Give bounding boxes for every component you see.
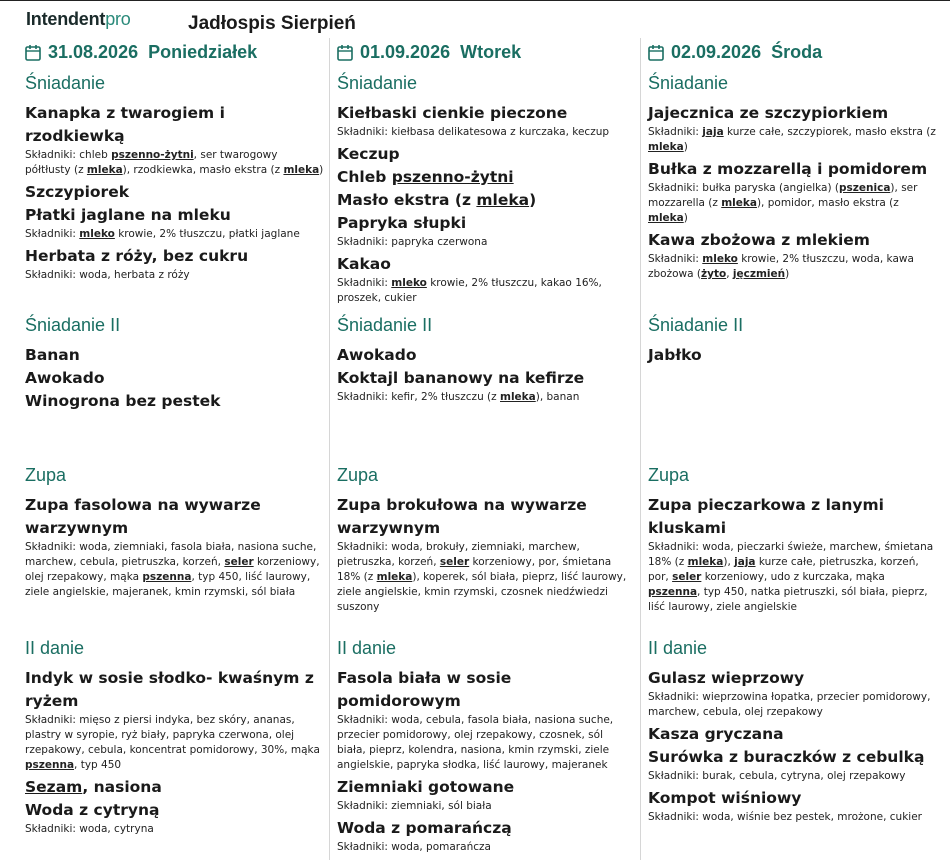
dish-name: Fasola biała w sosie pomidorowym [337, 669, 512, 710]
brand-logo [26, 9, 131, 30]
dish-name: Kawa zbożowa z mlekiem [648, 231, 870, 249]
dish-ingredients: Składniki: papryka czerwona [337, 236, 488, 248]
dish-ingredients: Składniki: chleb pszenno-żytni, ser twarogowy półtłusty (z mleka), rzodkiewka, masło ekstra (z mleka) [25, 149, 324, 176]
dish-name: Indyk w sosie słodko- kwaśnym z ryżem [25, 669, 314, 710]
dish-name: Woda z pomarańczą [337, 819, 512, 837]
dish-name: Banan [25, 346, 80, 364]
meal-title: Zupa [25, 465, 67, 485]
dish-name: Zupa brokułowa na wywarze warzywnym [337, 496, 587, 537]
dish-ingredients: Składniki: woda, cebula, fasola biała, nasiona suche, przecier pomidorowy, olej rzepakowy, czosnek, sól biała, pieprz, kolendra, nasiona, kmin rzymski, ziele angielskie, papryka słodka, liść laurowy, majeranek [337, 714, 614, 771]
dish-name: Woda z cytryną [25, 801, 160, 819]
meal-section [337, 312, 633, 408]
dish-name: Gulasz wieprzowy [648, 669, 805, 687]
meal-title: II danie [337, 638, 397, 658]
day-weekday: Wtorek [460, 41, 522, 62]
calendar-icon [648, 44, 664, 61]
dish-ingredients: Składniki: woda, wiśnie bez pestek, mrożone, cukier [648, 811, 922, 823]
day-weekday: Środa [771, 41, 823, 62]
dish-ingredients: Składniki: kefir, 2% tłuszczu (z mleka), banan [337, 391, 580, 403]
meal-title: Śniadanie [648, 73, 729, 93]
dish-ingredients: Składniki: woda, ziemniaki, fasola biała, nasiona suche, marchew, cebula, pietruszka, korzeń, seler korzeniowy, olej rzepakowy, mąka pszenna, typ 450, liść laurowy, ziele angielskie, majeranek, kmin rzymski, sól biała [25, 541, 320, 598]
meal-section [25, 635, 325, 840]
dish-name: Awokado [337, 346, 417, 364]
dish-ingredients: Składniki: mleko krowie, 2% tłuszczu, woda, kawa zbożowa (żyto, jęczmień) [648, 253, 914, 280]
calendar-icon [337, 44, 353, 61]
dish-ingredients: Składniki: woda, herbata z róży [25, 269, 190, 281]
dish-ingredients: Składniki: kiełbasa delikatesowa z kurczaka, keczup [337, 126, 610, 138]
dish-name: Jabłko [648, 346, 702, 364]
day-date: 31.08.2026 [48, 41, 139, 62]
dish-ingredients: Składniki: woda, pomarańcza [337, 841, 491, 853]
dish-name: Ziemniaki gotowane [337, 778, 515, 796]
meal-title: II danie [25, 638, 85, 658]
meal-section [337, 70, 633, 309]
dish-name: Kasza gryczana [648, 725, 784, 743]
dish-name: Kiełbaski cienkie pieczone [337, 104, 568, 122]
meal-section [25, 312, 325, 413]
day-date: 01.09.2026 [360, 41, 451, 62]
dish-name: Surówka z buraczków z cebulką [648, 748, 925, 766]
dish-name: Jajecznica ze szczypiorkiem [648, 104, 889, 122]
logo-main: Intendent [26, 9, 106, 29]
meal-section [648, 635, 940, 828]
dish-ingredients: Składniki: woda, brokuły, ziemniaki, marchew, pietruszka, korzeń, seler korzeniowy, por, śmietana 18% (z mleka), koperek, sól biała, pieprz, liść laurowy, ziele angielskie, kmin rzymski, czosnek niedźwiedzi suszony [337, 541, 627, 613]
dish-ingredients: Składniki: wieprzowina łopatka, przecier pomidorowy, marchew, cebula, olej rzepakowy [648, 691, 931, 718]
dish-name: Chleb pszenno-żytni [337, 168, 514, 186]
dish-ingredients: Składniki: ziemniaki, sól biała [337, 800, 492, 812]
meal-section [25, 70, 325, 286]
column-divider [640, 38, 641, 860]
dish-name: Płatki jaglane na mleku [25, 206, 231, 224]
day-header [648, 38, 940, 66]
top-border [0, 0, 950, 1]
meal-title: Zupa [337, 465, 379, 485]
dish-name: Masło ekstra (z mleka) [337, 191, 537, 209]
dish-name: Papryka słupki [337, 214, 467, 232]
dish-name: Herbata z róży, bez cukru [25, 247, 249, 265]
meal-section [648, 312, 940, 367]
meal-section [25, 462, 325, 603]
dish-name: Keczup [337, 145, 400, 163]
logo-accent: pro [105, 9, 131, 29]
dish-name: Bułka z mozzarellą i pomidorem [648, 160, 928, 178]
column-divider [329, 38, 330, 860]
meal-section [648, 462, 940, 618]
dish-ingredients: Składniki: mięso z piersi indyka, bez skóry, ananas, plastry w syropie, ryż biały, papryka czerwona, olej rzepakowy, cebula, koncentrat pomidorowy, 30%, mąka pszenna, typ 450 [25, 714, 320, 771]
day-column [25, 38, 325, 860]
dish-name: Szczypiorek [25, 183, 130, 201]
dish-name: Kompot wiśniowy [648, 789, 802, 807]
dish-name: Winogrona bez pestek [25, 392, 221, 410]
dish-ingredients: Składniki: mleko krowie, 2% tłuszczu, płatki jaglane [25, 228, 300, 240]
day-column [648, 38, 940, 860]
day-weekday: Poniedziałek [148, 41, 258, 62]
meal-title: II danie [648, 638, 708, 658]
dish-ingredients: Składniki: mleko krowie, 2% tłuszczu, kakao 16%, proszek, cukier [337, 277, 602, 304]
meal-section [337, 462, 633, 618]
dish-name: Kakao [337, 255, 391, 273]
dish-name: Zupa pieczarkowa z lanymi kluskami [648, 496, 884, 537]
dish-name: Koktajl bananowy na kefirze [337, 369, 585, 387]
day-date: 02.09.2026 [671, 41, 762, 62]
dish-name: Zupa fasolowa na wywarze warzywnym [25, 496, 261, 537]
meal-section [337, 635, 633, 858]
meal-title: Zupa [648, 465, 690, 485]
dish-name: Sezam, nasiona [25, 778, 162, 796]
meal-title: Śniadanie [337, 73, 418, 93]
meal-section [648, 70, 940, 285]
dish-name: Awokado [25, 369, 105, 387]
day-header [25, 38, 325, 66]
dish-name: Kanapka z twarogiem i rzodkiewką [25, 104, 225, 145]
meal-title: Śniadanie II [337, 315, 433, 335]
dish-ingredients: Składniki: jaja kurze całe, szczypiorek, masło ekstra (z mleka) [648, 126, 936, 153]
meal-title: Śniadanie [25, 73, 106, 93]
dish-ingredients: Składniki: woda, pieczarki świeże, marchew, śmietana 18% (z mleka), jaja kurze całe, pietruszka, korzeń, por, seler korzeniowy, udo z kurczaka, mąka pszenna, typ 450, natka pietruszki, sól biała, pieprz, liść laurowy, ziele angielskie [648, 541, 934, 613]
day-header [337, 38, 633, 66]
calendar-icon [25, 44, 41, 61]
day-column [337, 38, 633, 860]
page-title: Jadłospis Sierpień [188, 13, 356, 34]
dish-ingredients: Składniki: burak, cebula, cytryna, olej rzepakowy [648, 770, 906, 782]
dish-ingredients: Składniki: bułka paryska (angielka) (pszenica), ser mozzarella (z mleka), pomidor, masło ekstra (z mleka) [648, 182, 918, 224]
meal-title: Śniadanie II [648, 315, 744, 335]
meal-title: Śniadanie II [25, 315, 121, 335]
dish-ingredients: Składniki: woda, cytryna [25, 823, 154, 835]
